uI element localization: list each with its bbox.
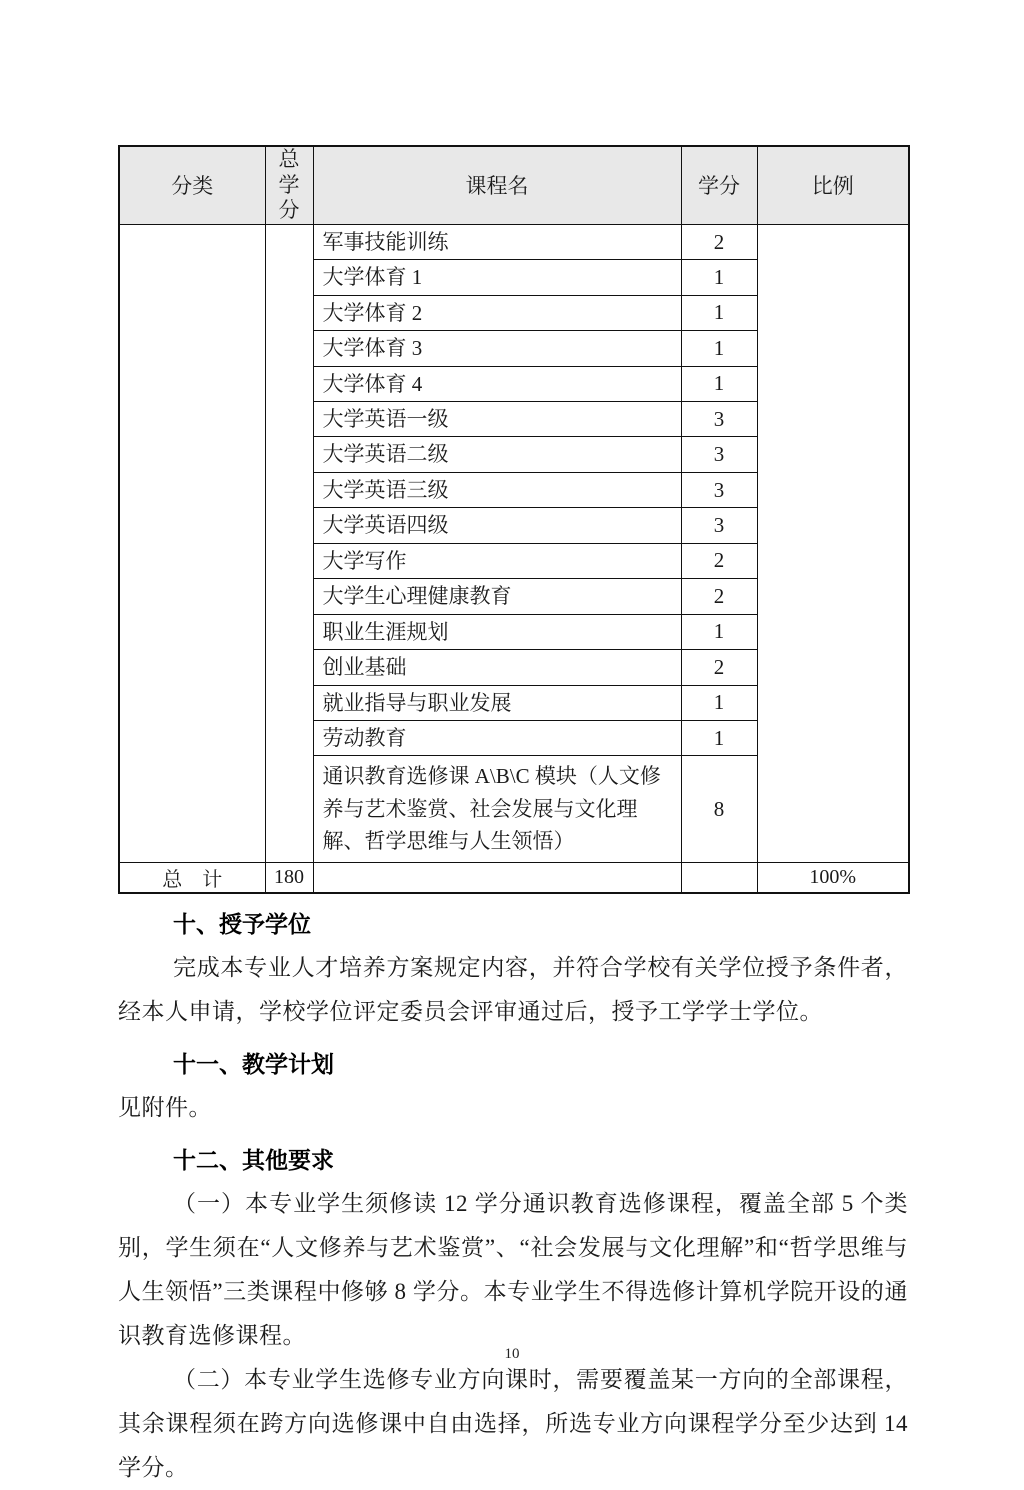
header-credits: 学分 [681, 146, 757, 224]
header-row [119, 146, 909, 224]
credits-cell: 1 [681, 260, 757, 295]
credits-cell: 2 [681, 543, 757, 578]
header-course-name: 课程名 [313, 146, 681, 224]
section-heading-degree: 十、授予学位 [173, 911, 311, 938]
table-body [119, 224, 909, 893]
other-requirements-paragraph-2: （二）本专业学生选修专业方向课时，需要覆盖某一方向的全部课程，其余课程须在跨方向选修课中自由选择，所选专业方向课程学分至少达到 14 学分。 [118, 1367, 908, 1481]
course-name-cell: 大学英语三级 [313, 472, 681, 507]
course-name-cell: 创业基础 [313, 650, 681, 685]
credits-cell: 2 [681, 579, 757, 614]
credits-cell: 1 [681, 366, 757, 401]
credits-cell: 3 [681, 472, 757, 507]
course-name-cell: 大学体育 3 [313, 331, 681, 366]
course-name-cell: 大学英语二级 [313, 437, 681, 472]
text-sections [118, 908, 908, 1490]
course-name-cell: 大学英语四级 [313, 508, 681, 543]
course-name-cell: 大学体育 4 [313, 366, 681, 401]
course-name-cell: 大学体育 2 [313, 295, 681, 330]
credits-cell: 1 [681, 720, 757, 755]
credits-cell: 1 [681, 685, 757, 720]
course-name-cell: 就业指导与职业发展 [313, 685, 681, 720]
course-name-cell: 职业生涯规划 [313, 614, 681, 649]
curriculum-table [118, 145, 910, 894]
total-row [119, 863, 909, 894]
total-credits-merged-cell [265, 224, 313, 862]
total-credits-value-cell: 180 [265, 863, 313, 894]
table-row [119, 224, 909, 259]
course-name-cell: 大学体育 1 [313, 260, 681, 295]
credits-cell: 1 [681, 614, 757, 649]
credits-cell: 3 [681, 437, 757, 472]
credits-cell: 1 [681, 331, 757, 366]
course-name-cell: 劳动教育 [313, 720, 681, 755]
course-name-cell: 大学英语一级 [313, 402, 681, 437]
header-proportion: 比例 [757, 146, 909, 224]
credits-cell: 1 [681, 295, 757, 330]
credits-cell: 3 [681, 508, 757, 543]
teaching-plan-paragraph: 见附件。 [118, 1095, 212, 1121]
course-name-cell: 大学写作 [313, 543, 681, 578]
other-requirements-paragraph-1: （一）本专业学生须修读 12 学分通识教育选修课程，覆盖全部 5 个类别，学生须在“人文修养与艺术鉴赏”、“社会发展与文化理解”和“哲学思维与人生领悟”三类课程中修够 8 学分。本专业学生不得选修计算机学院开设的通识教育选修课程。 [118, 1191, 908, 1349]
course-name-cell: 军事技能训练 [313, 224, 681, 259]
credits-cell: 8 [681, 756, 757, 863]
total-label-cell: 总 计 [119, 863, 265, 894]
category-merged-cell [119, 224, 265, 862]
section-heading-teaching-plan: 十一、教学计划 [173, 1051, 334, 1078]
total-course-empty-cell [313, 863, 681, 894]
credits-cell: 3 [681, 402, 757, 437]
course-name-cell: 大学生心理健康教育 [313, 579, 681, 614]
section-heading-other-requirements: 十二、其他要求 [173, 1147, 334, 1174]
header-total-credits [265, 146, 313, 224]
total-proportion-cell: 100% [757, 863, 909, 894]
course-name-cell: 通识教育选修课 A\B\C 模块（人文修养与艺术鉴赏、社会发展与文化理解、哲学思维与人生领悟） [313, 756, 681, 863]
total-credits-empty-cell [681, 863, 757, 894]
page-content [118, 145, 908, 1490]
credits-cell: 2 [681, 224, 757, 259]
proportion-merged-cell [757, 224, 909, 862]
header-category: 分类 [119, 146, 265, 224]
table-header [119, 146, 909, 224]
credits-cell: 2 [681, 650, 757, 685]
header-total-credits-label: 总学分 [278, 147, 300, 223]
page-number: 10 [504, 1346, 520, 1362]
degree-paragraph: 完成本专业人才培养方案规定内容，并符合学校有关学位授予条件者，经本人申请，学校学位评定委员会评审通过后，授予工学学士学位。 [118, 955, 908, 1025]
